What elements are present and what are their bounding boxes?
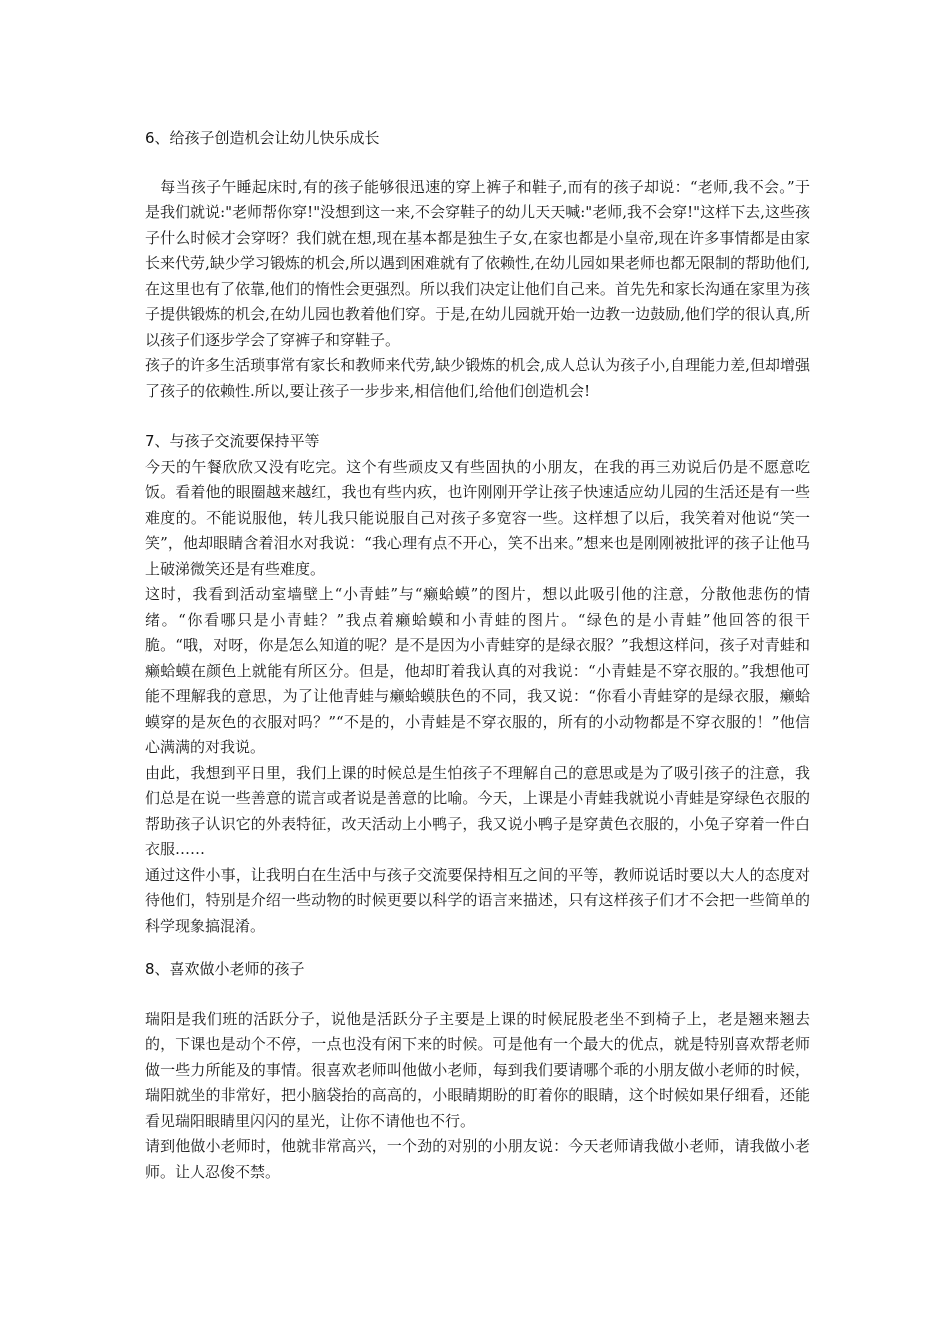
paragraph: 通过这件小事，让我明白在生活中与孩子交流要保持相互之间的平等，教师说话时要以大人的态度对待他们，特别是介绍一些动物的时候更要以科学的语言来描述，只有这样孩子们才不会把一些简单的科学现象搞混淆。 <box>145 865 810 935</box>
section-8 <box>145 957 810 1185</box>
paragraph: 瑞阳是我们班的活跃分子，说他是活跃分子主要是上课的时候屁股老坐不到椅子上，老是翘来翘去的，下课也是动个不停，一点也没有闲下来的时候。可是他有一个最大的优点，就是特别喜欢帮老师做一些力所能及的事情。很喜欢老师叫他做小老师，每到我们要请哪个乖的小朋友做小老师的时候，瑞阳就坐的非常好，把小脑袋抬的高高的，小眼睛期盼的盯着你的眼睛，这个时候如果仔细看，还能看见瑞阳眼睛里闪闪的星光，让你不请他也不行。 <box>145 1009 810 1130</box>
section-spacer <box>145 939 810 957</box>
document-body <box>145 126 810 1185</box>
paragraph: 每当孩子午睡起床时,有的孩子能够很迅速的穿上裤子和鞋子,而有的孩子却说：“老师,我不会。”于是我们就说:"老师帮你穿!"没想到这一来,不会穿鞋子的幼儿天天喊:"老师,我不会穿!"这样下去,这些孩子什么时候才会穿呀？我们就在想,现在基本都是独生子女,在家也都是小皇帝,现在许多事情都是由家长来代劳,缺少学习锻炼的机会,所以遇到困难就有了依赖性,在幼儿园如果老师也都无限制的帮助他们,在这里也有了依靠,他们的惰性会更强烈。所以我们决定让他们自己来。首先先和家长沟通在家里为孩子提供锻炼的机会,在幼儿园也教着他们穿。于是,在幼儿园就开始一边教一边鼓励,他们学的很认真,所以孩子们逐步学会了穿裤子和穿鞋子。 <box>145 177 810 349</box>
paragraph: 今天的午餐欣欣又没有吃完。这个有些顽皮又有些固执的小朋友，在我的再三劝说后仍是不愿意吃饭。看着他的眼圈越来越红，我也有些内疚，也许刚刚开学让孩子快速适应幼儿园的生活还是有一些难度的。不能说服他，转儿我只能说服自己对孩子多宽容一些。这样想了以后，我笑着对他说“笑一笑”，他却眼睛含着泪水对我说：“我心理有点不开心，笑不出来。”想来也是刚刚被批评的孩子让他马上破涕微笑还是有些难度。 <box>145 457 810 578</box>
paragraph: 这时，我看到活动室墙壁上“小青蛙”与“癞蛤蟆”的图片，想以此吸引他的注意，分散他悲伤的情绪。“你看哪只是小青蛙？”我点着癞蛤蟆和小青蛙的图片。“绿色的是小青蛙”他回答的很干脆。“哦，对呀，你是怎么知道的呢？是不是因为小青蛙穿的是绿衣服？”我想这样问，孩子对青蛙和癞蛤蟆在颜色上就能有所区分。但是，他却盯着我认真的对我说：“小青蛙是不穿衣服的。”我想他可能不理解我的意思，为了让他青蛙与癞蛤蟆肤色的不同，我又说：“你看小青蛙穿的是绿衣服，癞蛤蟆穿的是灰色的衣服对吗？”“不是的，小青蛙是不穿衣服的，所有的小动物都是不穿衣服的！”他信心满满的对我说。 <box>145 585 810 756</box>
section-7 <box>145 429 810 939</box>
paragraph: 由此，我想到平日里，我们上课的时候总是生怕孩子不理解自己的意思或是为了吸引孩子的注意，我们总是在说一些善意的谎言或者说是善意的比喻。今天，上课是小青蛙我就说小青蛙是穿绿色衣服的帮助孩子认识它的外表特征，改天活动上小鸭子，我又说小鸭子是穿黄色衣服的，小兔子穿着一件白衣服…… <box>145 763 810 858</box>
paragraph: 请到他做小老师时，他就非常高兴，一个劲的对别的小朋友说：今天老师请我做小老师，请我做小老师。让人忍俊不禁。 <box>145 1137 810 1181</box>
section-heading: 7、与孩子交流要保持平等 <box>145 432 320 450</box>
section-spacer <box>145 404 810 429</box>
section-heading: 8、喜欢做小老师的孩子 <box>145 960 305 978</box>
paragraph: 孩子的许多生活琐事常有家长和教师来代劳,缺少锻炼的机会,成人总认为孩子小,自理能力差,但却增强了孩子的依赖性.所以,要让孩子一步步来,相信他们,给他们创造机会! <box>145 356 810 400</box>
section-heading: 6、给孩子创造机会让幼儿快乐成长 <box>145 129 380 147</box>
section-6 <box>145 126 810 404</box>
